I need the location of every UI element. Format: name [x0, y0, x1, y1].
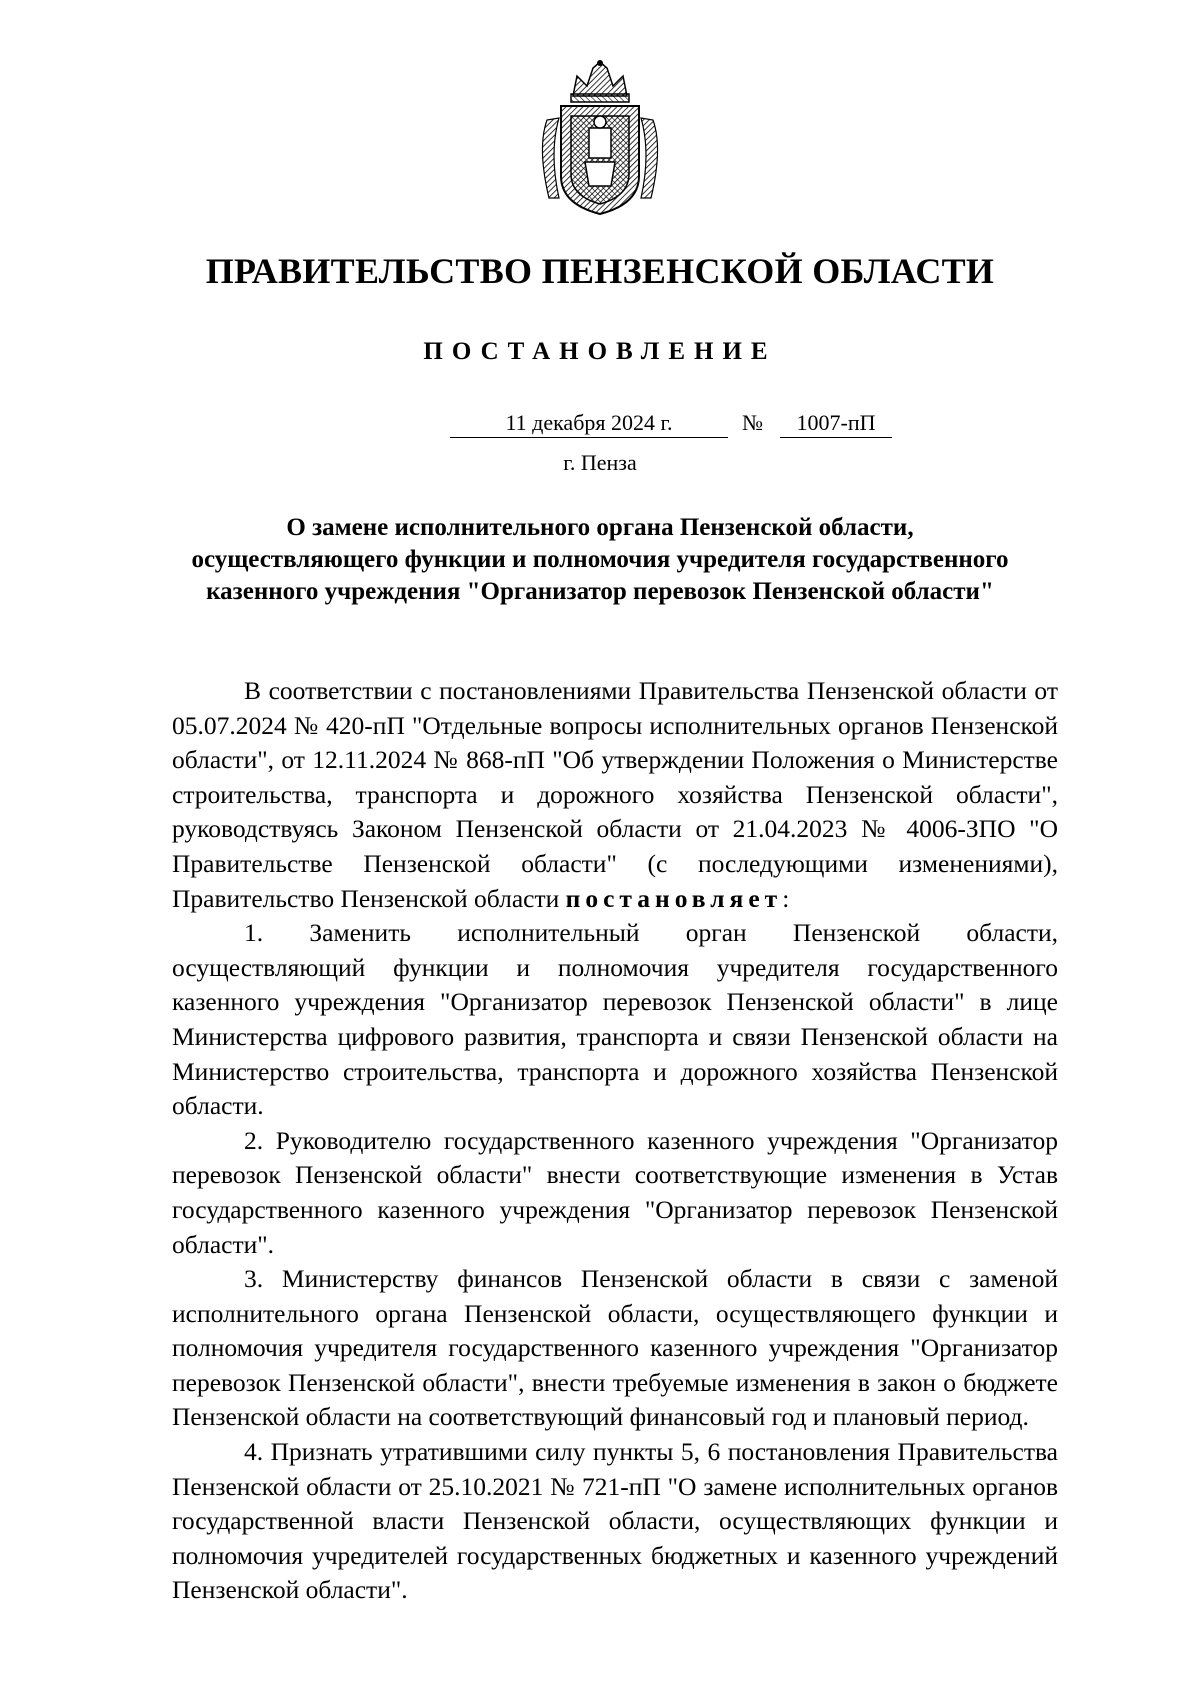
- document-body: [172, 674, 1058, 1608]
- preamble-action: постановляет: [565, 883, 783, 913]
- preamble-text: В соответствии с постановлениями Правительства Пензенской области от 05.07.2024 № 420-пП "Отдельные вопросы исполнительных органов Пензенской области", от 12.11.2024 № 868-пП "Об утверждении Положения о Министерстве строительства, транспорта и дорожного хозяйства Пензенской области", руководствуясь Законом Пензенской области от 21.04.2023 № 4006-ЗПО "О Правительстве Пензенской области" (с последующими изменениями), Правительство Пензенской области: [172, 676, 1058, 913]
- date-number-line: [450, 410, 892, 442]
- body-item-3: 3. Министерству финансов Пензенской области в связи с заменой исполнительного органа Пензенской области, осуществляющего функции и полномочия учредителя государственного казенного учреждения "Организатор перевозок Пензенской области", внести требуемые изменения в закон о бюджете Пензенской области на соответствующий финансовый год и плановый период.: [172, 1264, 1058, 1432]
- coat-of-arms-icon: [535, 58, 665, 218]
- title-line: казенного учреждения "Организатор перевозок Пензенской области": [206, 578, 994, 605]
- body-item-1: 1. Заменить исполнительный орган Пензенской области, осуществляющий функции и полномочия учредителя государственного казенного учреждения "Организатор перевозок Пензенской области" в лице Министерства цифрового развития, транспорта и связи Пензенской области на Министерство строительства, транспорта и дорожного хозяйства Пензенской области.: [172, 918, 1058, 1121]
- document-number: 1007-пП: [780, 410, 892, 438]
- organization-name: ПРАВИТЕЛЬСТВО ПЕНЗЕНСКОЙ ОБЛАСТИ: [205, 251, 995, 291]
- preamble-paragraph: [172, 674, 1058, 916]
- preamble-end: :: [782, 883, 790, 913]
- title-line: О замене исполнительного органа Пензенской области,: [286, 514, 914, 541]
- number-sign: №: [742, 410, 763, 435]
- document-title: [150, 512, 1050, 608]
- body-item-2: 2. Руководителю государственного казенного учреждения "Организатор перевозок Пензенской области" внести соответствующие изменения в Устав государственного казенного учреждения "Организатор перевозок Пензенской области".: [172, 1125, 1058, 1259]
- title-line: осуществляющего функции и полномочия учредителя государственного: [191, 546, 1009, 573]
- document-date: 11 декабря 2024 г.: [450, 410, 728, 438]
- body-item-4: 4. Признать утратившими силу пункты 5, 6 постановления Правительства Пензенской области от 25.10.2021 № 721-пП "О замене исполнительных органов государственной власти Пензенской области, осуществляющих функции и полномочия учредителей государственных бюджетных и казенного учреждений Пензенской области".: [172, 1437, 1058, 1605]
- document-type: ПОСТАНОВЛЕНИЕ: [423, 338, 777, 365]
- city: г. Пенза: [563, 450, 637, 475]
